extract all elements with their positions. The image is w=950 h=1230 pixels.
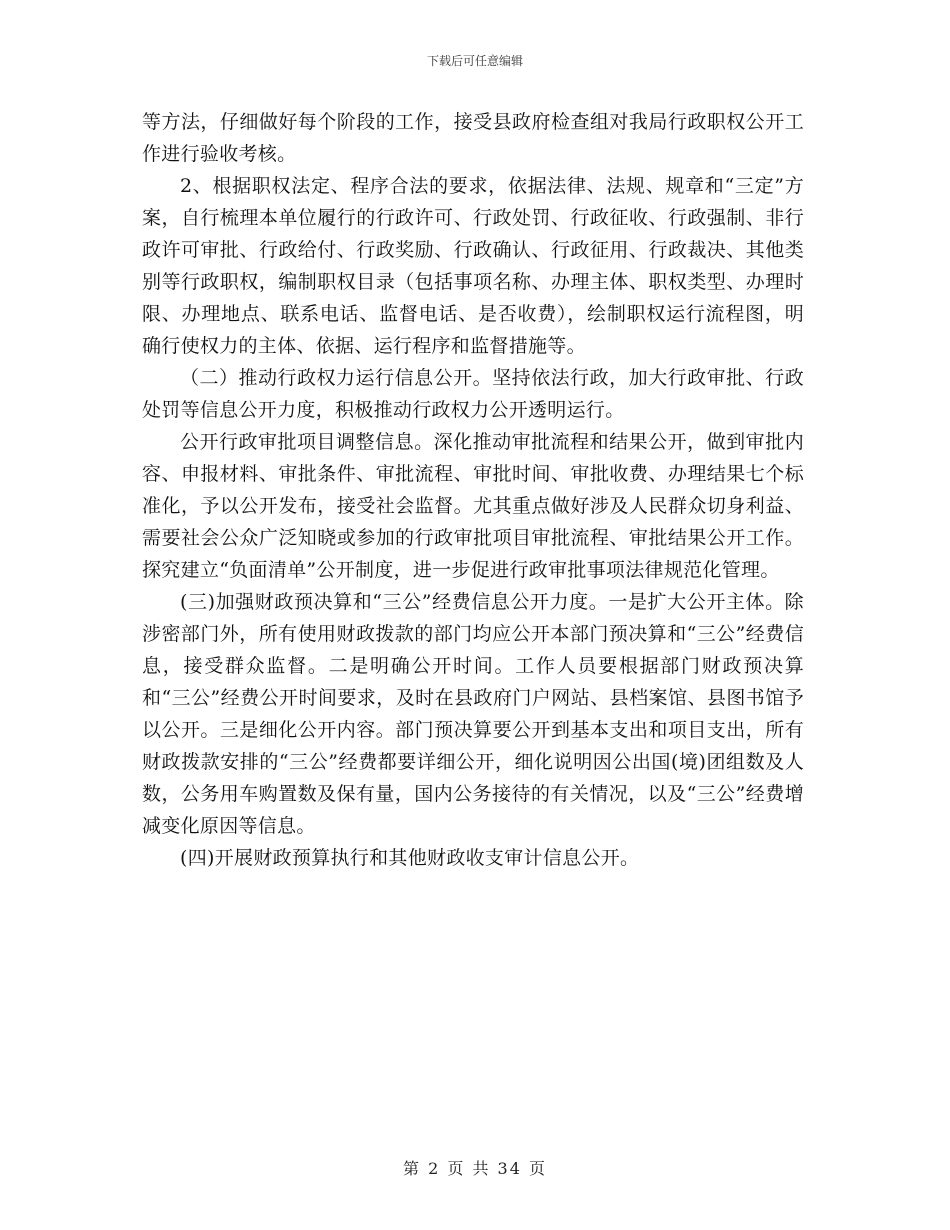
paragraph-5: (三)加强财政预决算和“三公”经费信息公开力度。一是扩大公开主体。除涉密部门外，所有使用财政拨款的部门均应公开本部门预决算和“三公”经费信息，接受群众监督。二是明确公开时间。工作人员要根据部门财政预决算和“三公”经费公开时间要求，及时在县政府门户网站、县档案馆、县图书馆予以公开。三是细化公开内容。部门预决算要公开到基本支出和项目支出，所有财政拨款安排的“三公”经费都要详细公开，细化说明因公出国(境)团组数及人数，公务用车购置数及保有量，国内公务接待的有关情况，以及“三公”经费增减变化原因等信息。: [142, 591, 804, 837]
document-body: [142, 106, 804, 874]
page-number: 第 2 页 共 34 页: [403, 1159, 547, 1178]
paragraph-4: 公开行政审批项目调整信息。深化推动审批流程和结果公开，做到审批内容、申报材料、审批条件、审批流程、审批时间、审批收费、办理结果七个标准化，予以公开发布，接受社会监督。尤其重点做好涉及人民群众切身利益、需要社会公众广泛知晓或参加的行政审批项目审批流程、审批结果公开工作。探究建立“负面清单”公开制度，进一步促进行政审批事项法律规范化管理。: [142, 431, 804, 581]
paragraph-6: (四)开展财政预算执行和其他财政收支审计信息公开。: [180, 847, 640, 869]
paragraph-1: 等方法，仔细做好每个阶段的工作，接受县政府检查组对我局行政职权公开工作进行验收考核。: [142, 111, 804, 165]
paragraph-3: （二）推动行政权力运行信息公开。坚持依法行政，加大行政审批、行政处罚等信息公开力度，积极推动行政权力公开透明运行。: [142, 367, 804, 421]
paragraph-2: 2、根据职权法定、程序合法的要求，依据法律、法规、规章和“三定”方案，自行梳理本单位履行的行政许可、行政处罚、行政征收、行政强制、非行政许可审批、行政给付、行政奖励、行政确认、行政征用、行政裁决、其他类别等行政职权，编制职权目录（包括事项名称、办理主体、职权类型、办理时限、办理地点、联系电话、监督电话、是否收费），绘制职权运行流程图，明确行使权力的主体、依据、运行程序和监督措施等。: [142, 175, 804, 357]
page-header: 下载后可任意编辑: [426, 54, 523, 68]
